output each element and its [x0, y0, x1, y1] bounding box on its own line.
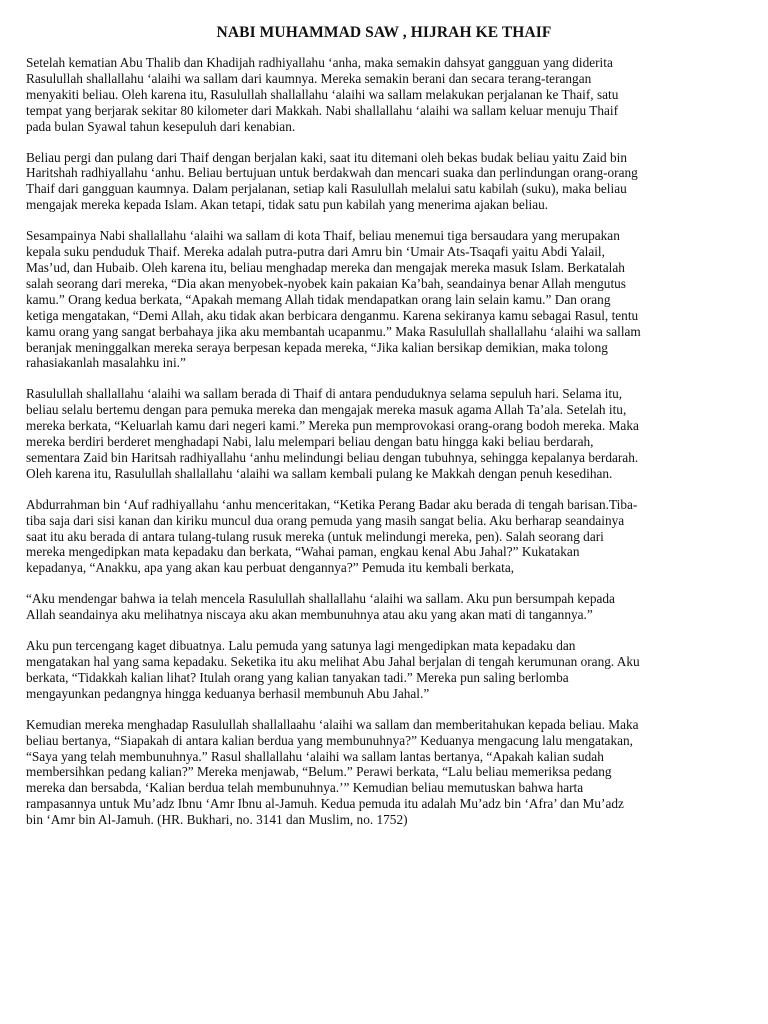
paragraph-5: Abdurrahman bin ‘Auf radhiyallahu ‘anhu menceritakan, “Ketika Perang Badar aku berada di tengah barisan.Tiba- tiba saja dari sisi kanan dan kiriku muncul dua orang pemuda yang masih sangat belia. Aku berharap seandainya saat itu aku berada di antara tulang-tulang rusuk mereka (untuk melindungi mereka, pen). Salah seorang dari mereka mengedipkan mata kepadaku dan berkata, “Wahai paman, engkau kenal Abu Jahal?” Kukatakan kepadanya, “Anakku, apa yang akan kau perbuat dengannya?” Pemuda itu kembali berkata, — [26, 496, 638, 576]
document-title: NABI MUHAMMAD SAW , HIJRAH KE THAIF — [216, 24, 552, 41]
paragraph-4: Rasulullah shallallahu ‘alaihi wa sallam berada di Thaif di antara penduduknya selama sepuluh hari. Selama itu, beliau selalu bertemu dengan para pemuka mereka dan mengajak mereka masuk agama Allah Ta’ala. Setelah itu, mereka berkata, “Keluarlah kamu dari negeri kami.” Mereka pun memprovokasi orang-orang bodoh mereka. Maka mereka berdiri berderet menghadapi Nabi, lalu melempari beliau dengan batu hingga kaki beliau berdarah, sementara Zaid bin Haritsah radhiyallahu ‘anhu melindungi beliau dengan tubuhnya, sehingga kepalanya berdarah. Oleh karena itu, Rasulullah shallallahu ‘alaihi wa sallam kembali pulang ke Makkah dengan penuh kesedihan. — [26, 386, 639, 481]
paragraph-1: Setelah kematian Abu Thalib dan Khadijah radhiyallahu ‘anha, maka semakin dahsyat gangguan yang diderita Rasulullah shallallahu ‘alaihi wa sallam dari kaumnya. Mereka semakin berani dan secara terang-terangan menyakiti beliau. Oleh karena itu, Rasulullah shallallahu ‘alaihi wa sallam melakukan perjalanan ke Thaif, satu tempat yang berjarak sekitar 80 kilometer dari Makkah. Nabi shallallahu ‘alaihi wa sallam keluar menuju Thaif pada bulan Syawal tahun kesepuluh dari kenabian. — [26, 55, 619, 134]
paragraph-3: Sesampainya Nabi shallallahu ‘alaihi wa sallam di kota Thaif, beliau menemui tiga bersaudara yang merupakan kepala suku penduduk Thaif. Mereka adalah putra-putra dari Amru bin ‘Umair Ats-Tsaqafi yaitu Abdi Yalail, Mas’ud, dan Hubaib. Oleh karena itu, beliau menghadap mereka dan mengajak mereka masuk Islam. Berkatalah salah seorang dari mereka, “Dia akan menyobek-nyobek kain pakaian Ka’bah, seandainya benar Allah mengutus kamu.” Orang kedua berkata, “Apakah memang Allah tidak mendapatkan orang lain selain kamu.” Dan orang ketiga mengatakan, “Demi Allah, aku tidak akan berbicara denganmu. Karena sekiranya kamu sebagai Rasul, tentu kamu orang yang sangat berbahaya jika aku membantah ucapanmu.” Maka Rasulullah shallallahu ‘alaihi wa sallam beranjak meninggalkan mereka seraya berpesan kepada mereka, “Jika kalian bersikap demikian, maka tolong rahasiakanlah masalahku ini.” — [26, 228, 641, 371]
paragraph-2: Beliau pergi dan pulang dari Thaif dengan berjalan kaki, saat itu ditemani oleh bekas budak beliau yaitu Zaid bin Haritshah radhiyallahu ‘anhu. Beliau bertujuan untuk berdakwah dan mencari suaka dan perlindungan orang-orang Thaif dari gangguan kaumnya. Dalam perjalanan, setiap kali Rasulullah melalui satu kabilah (suku), maka beliau mengajak mereka kepada Islam. Akan tetapi, tidak satu pun kabilah yang menerima ajakan beliau. — [26, 149, 638, 213]
paragraph-7: Aku pun tercengang kaget dibuatnya. Lalu pemuda yang satunya lagi mengedipkan mata kepadaku dan mengatakan hal yang sama kepadaku. Seketika itu aku melihat Abu Jahal berjalan di tengah kerumunan orang. Aku berkata, “Tidakkah kalian lihat? Itulah orang yang kalian tanyakan tadi.” Mereka pun saling berlomba mengayunkan pedangnya hingga keduanya berhasil membunuh Abu Jahal.” — [26, 638, 640, 701]
paragraph-6-quote: “Aku mendengar bahwa ia telah mencela Rasulullah shallallahu ‘alaihi wa sallam. Aku pun bersumpah kepada Allah seandainya aku melihatnya niscaya aku akan membunuhnya atau aku yang akan mati di tangannya.” — [26, 591, 615, 623]
paragraph-8: Kemudian mereka menghadap Rasulullah shallallaahu ‘alaihi wa sallam dan memberitahukan kepada beliau. Maka beliau bertanya, “Siapakah di antara kalian berdua yang membunuhnya?” Keduanya mengacung lalu mengatakan, “Saya yang telah membunuhnya.” Rasul shallallahu ‘alaihi wa sallam lantas bertanya, “Apakah kalian sudah membersihkan pedang kalian?” Mereka menjawab, “Belum.” Perawi berkata, “Lalu beliau memeriksa pedang mereka dan bersabda, ‘Kalian berdua telah membunuhnya.’” Kemudian beliau memutuskan bahwa harta rampasannya untuk Mu’adz Ibnu ‘Amr Ibnu al-Jamuh. Kedua pemuda itu adalah Mu’adz bin ‘Afra’ dan Mu’adz bin ‘Amr bin Al-Jamuh. (HR. Bukhari, no. 3141 dan Muslim, no. 1752) — [26, 716, 639, 828]
